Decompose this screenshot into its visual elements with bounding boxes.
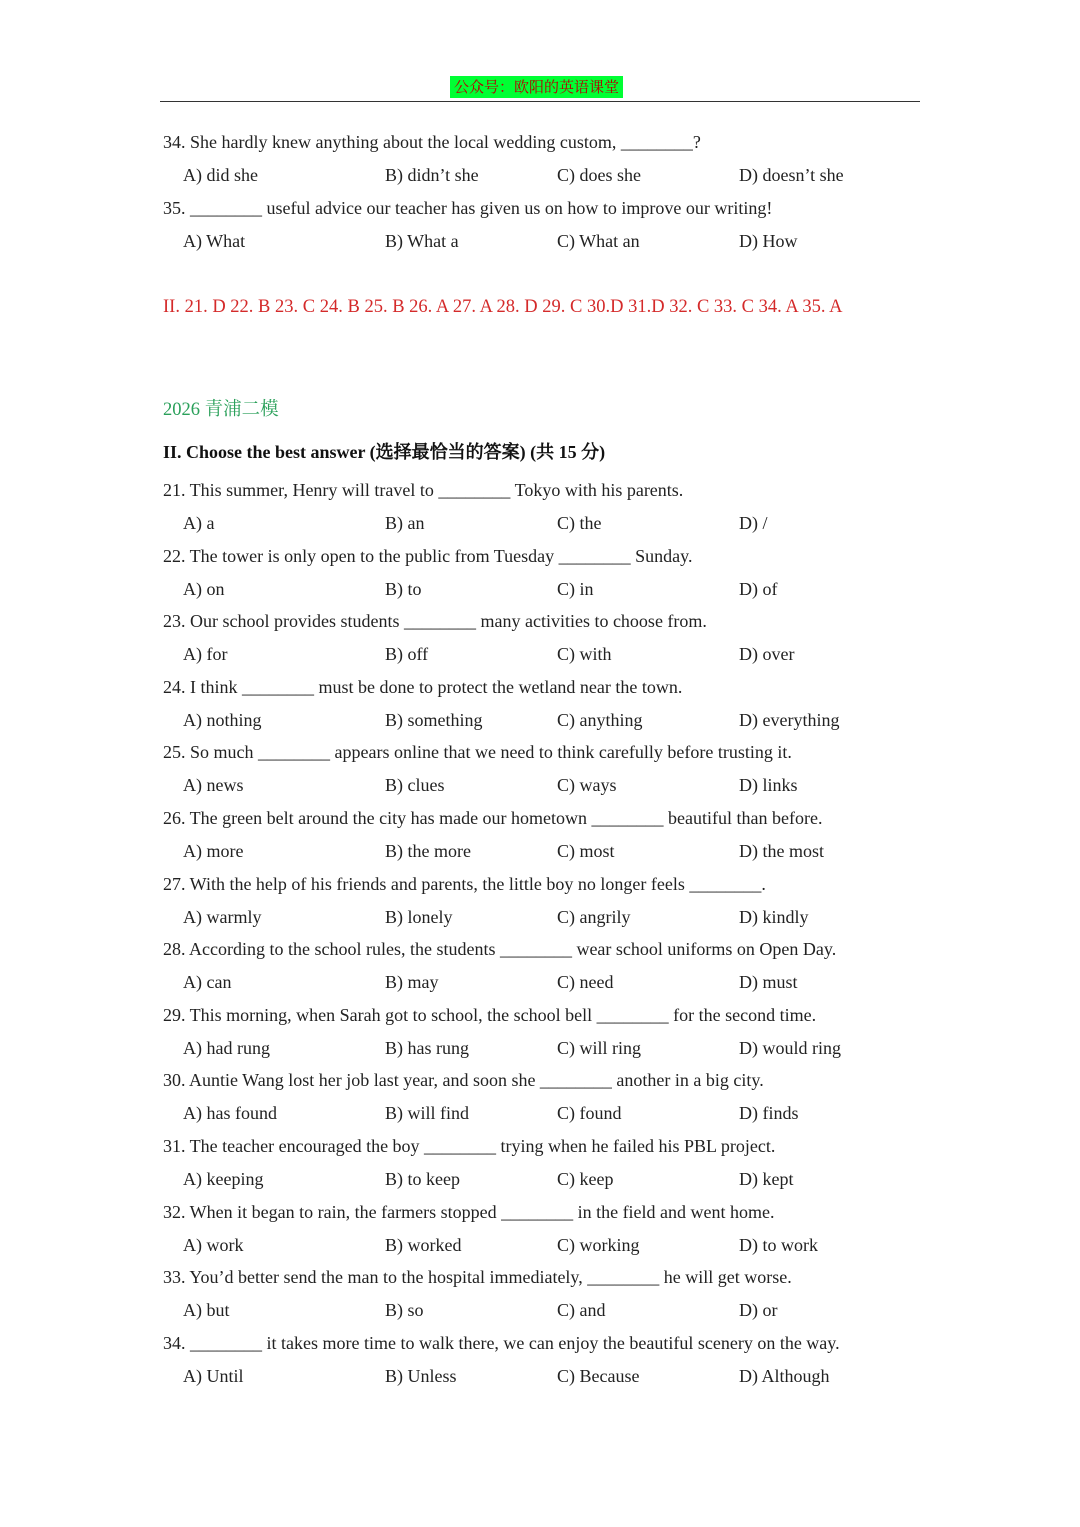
question-stem: 26. The green belt around the city has made our hometown ________ beautiful than before.	[163, 808, 823, 828]
option-a: A) work	[183, 1235, 244, 1255]
option-b: B) off	[385, 644, 429, 664]
option-c: C) in	[557, 579, 594, 599]
option-c: C) found	[557, 1103, 622, 1123]
question-stem: 23. Our school provides students ________ many activities to choose from.	[163, 611, 707, 631]
option-a: A) had rung	[183, 1038, 270, 1058]
option-d: D) the most	[739, 841, 824, 861]
question-stem: 27. With the help of his friends and parents, the little boy no longer feels ________.	[163, 874, 766, 894]
option-d: D) doesn’t she	[739, 165, 844, 185]
option-d: D) kept	[739, 1169, 794, 1189]
page-header	[160, 76, 920, 102]
question-stem: 31. The teacher encouraged the boy ________ trying when he failed his PBL project.	[163, 1136, 776, 1156]
option-a: A) nothing	[183, 710, 262, 730]
option-c: C) angrily	[557, 907, 631, 927]
option-b: B) Unless	[385, 1366, 457, 1386]
option-b: B) clues	[385, 775, 445, 795]
option-c: C) keep	[557, 1169, 614, 1189]
option-d: D) How	[739, 231, 798, 251]
option-d: D) of	[739, 579, 778, 599]
option-a: A) What	[183, 231, 246, 251]
question-stem: 34. She hardly knew anything about the local wedding custom, ________?	[163, 132, 701, 152]
option-a: A) news	[183, 775, 244, 795]
question-stem: 28. According to the school rules, the students ________ wear school uniforms on Open Day.	[163, 939, 837, 959]
option-d: D) /	[739, 513, 768, 533]
question-stem: 32. When it began to rain, the farmers stopped ________ in the field and went home.	[163, 1202, 775, 1222]
option-a: A) for	[183, 644, 228, 664]
option-b: B) to keep	[385, 1169, 460, 1189]
option-c: C) does she	[557, 165, 641, 185]
option-a: A) on	[183, 579, 225, 599]
option-a: A) did she	[183, 165, 258, 185]
option-a: A) warmly	[183, 907, 262, 927]
option-c: C) and	[557, 1300, 606, 1320]
option-b: B) has rung	[385, 1038, 469, 1058]
option-a: A) but	[183, 1300, 230, 1320]
option-b: B) will find	[385, 1103, 469, 1123]
question-stem: 29. This morning, when Sarah got to school, the school bell ________ for the second time.	[163, 1005, 817, 1025]
question-stem: 21. This summer, Henry will travel to ________ Tokyo with his parents.	[163, 480, 684, 500]
option-c: C) the	[557, 513, 602, 533]
option-b: B) worked	[385, 1235, 462, 1255]
option-a: A) a	[183, 513, 215, 533]
question-stem: 35. ________ useful advice our teacher has given us on how to improve our writing!	[163, 198, 773, 218]
option-d: D) over	[739, 644, 795, 664]
option-b: B) something	[385, 710, 483, 730]
option-c: C) with	[557, 644, 612, 664]
option-a: A) more	[183, 841, 244, 861]
question-stem: 33. You’d better send the man to the hospital immediately, ________ he will get worse.	[163, 1267, 792, 1287]
option-b: B) the more	[385, 841, 471, 861]
option-b: B) so	[385, 1300, 424, 1320]
section-title: II. Choose the best answer (选择最恰当的答案) (共 15 分)	[163, 442, 606, 462]
option-d: D) Although	[739, 1366, 830, 1386]
answer-key: II. 21. D 22. B 23. C 24. B 25. B 26. A 27. A 28. D 29. C 30.D 31.D 32. C 33. C 34. A 35. A	[163, 297, 843, 317]
option-d: D) kindly	[739, 907, 809, 927]
option-c: C) need	[557, 972, 614, 992]
question-stem: 24. I think ________ must be done to protect the wetland near the town.	[163, 677, 683, 697]
option-b: B) may	[385, 972, 439, 992]
option-b: B) lonely	[385, 907, 453, 927]
option-a: A) can	[183, 972, 232, 992]
option-d: D) must	[739, 972, 798, 992]
option-d: D) or	[739, 1300, 778, 1320]
question-stem: 22. The tower is only open to the public from Tuesday ________ Sunday.	[163, 546, 693, 566]
option-c: C) working	[557, 1235, 640, 1255]
option-c: C) What an	[557, 231, 640, 251]
option-c: C) Because	[557, 1366, 640, 1386]
option-a: A) Until	[183, 1366, 244, 1386]
option-b: B) an	[385, 513, 425, 533]
option-a: A) has found	[183, 1103, 277, 1123]
header-label: 公众号：欧阳的英语课堂	[450, 76, 623, 98]
option-d: D) to work	[739, 1235, 818, 1255]
question-stem: 25. So much ________ appears online that we need to think carefully before trusting it.	[163, 742, 792, 762]
option-b: B) didn’t she	[385, 165, 479, 185]
option-d: D) everything	[739, 710, 840, 730]
option-c: C) will ring	[557, 1038, 641, 1058]
option-c: C) anything	[557, 710, 643, 730]
option-a: A) keeping	[183, 1169, 264, 1189]
option-d: D) would ring	[739, 1038, 841, 1058]
option-c: C) most	[557, 841, 615, 861]
option-d: D) finds	[739, 1103, 799, 1123]
question-stem: 30. Auntie Wang lost her job last year, and soon she ________ another in a big city.	[163, 1070, 764, 1090]
question-stem: 34. ________ it takes more time to walk there, we can enjoy the beautiful scenery on the way.	[163, 1333, 840, 1353]
source-title: 2026 青浦二模	[163, 400, 279, 420]
option-b: B) What a	[385, 231, 459, 251]
option-b: B) to	[385, 579, 422, 599]
option-d: D) links	[739, 775, 798, 795]
option-c: C) ways	[557, 775, 617, 795]
